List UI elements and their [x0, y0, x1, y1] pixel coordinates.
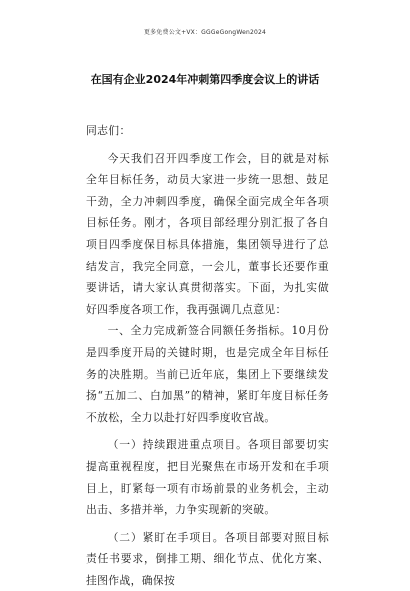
document-body: [86, 120, 329, 591]
paragraph-intro: 今天我们召开四季度工作会，目的就是对标全年目标任务，动员大家进一步统一思想、鼓足干劲，全力冲刺四季度，确保全面完成全年各项目标任务。刚才，各项目部经理分别汇报了各自项目四季度保目标具体措施，集团领导进行了总结发言，我完全同意，一会儿，董事长还要作重要讲话，请大家认真贯彻落实。下面，为扎实做好四季度各项工作，我再强调几点意见：: [86, 151, 329, 316]
page-title: 在国有企业2024年冲刺第四季度会议上的讲话: [90, 73, 320, 86]
header-note: 更多免费公文+VX：GGGeGongWen2024: [143, 29, 267, 36]
salutation: 同志们：: [86, 124, 131, 137]
paragraph-subsection-1: （一）持续跟进重点项目。各项目部要切实提高重视程度，把目光聚焦在市场开发和在手项目上，盯紧每一项有市场前景的业务机会，主动出击、多措并举，力争实现新的突破。: [86, 438, 329, 517]
paragraph-section-1: 一、全力完成新签合同额任务指标。10月份是四季度开局的关键时期，也是完成全年目标任务的决胜期。当前已近年底，集团上下要继续发扬“五加二、白加黑”的精神，紧盯年度目标任务不放松，全力以赴打好四季度收官战。: [86, 324, 329, 424]
paragraph-subsection-2: （二）紧盯在手项目。各项目部要对照目标责任书要求，倒排工期、细化节点、优化方案、挂图作战，确保按: [86, 530, 329, 587]
